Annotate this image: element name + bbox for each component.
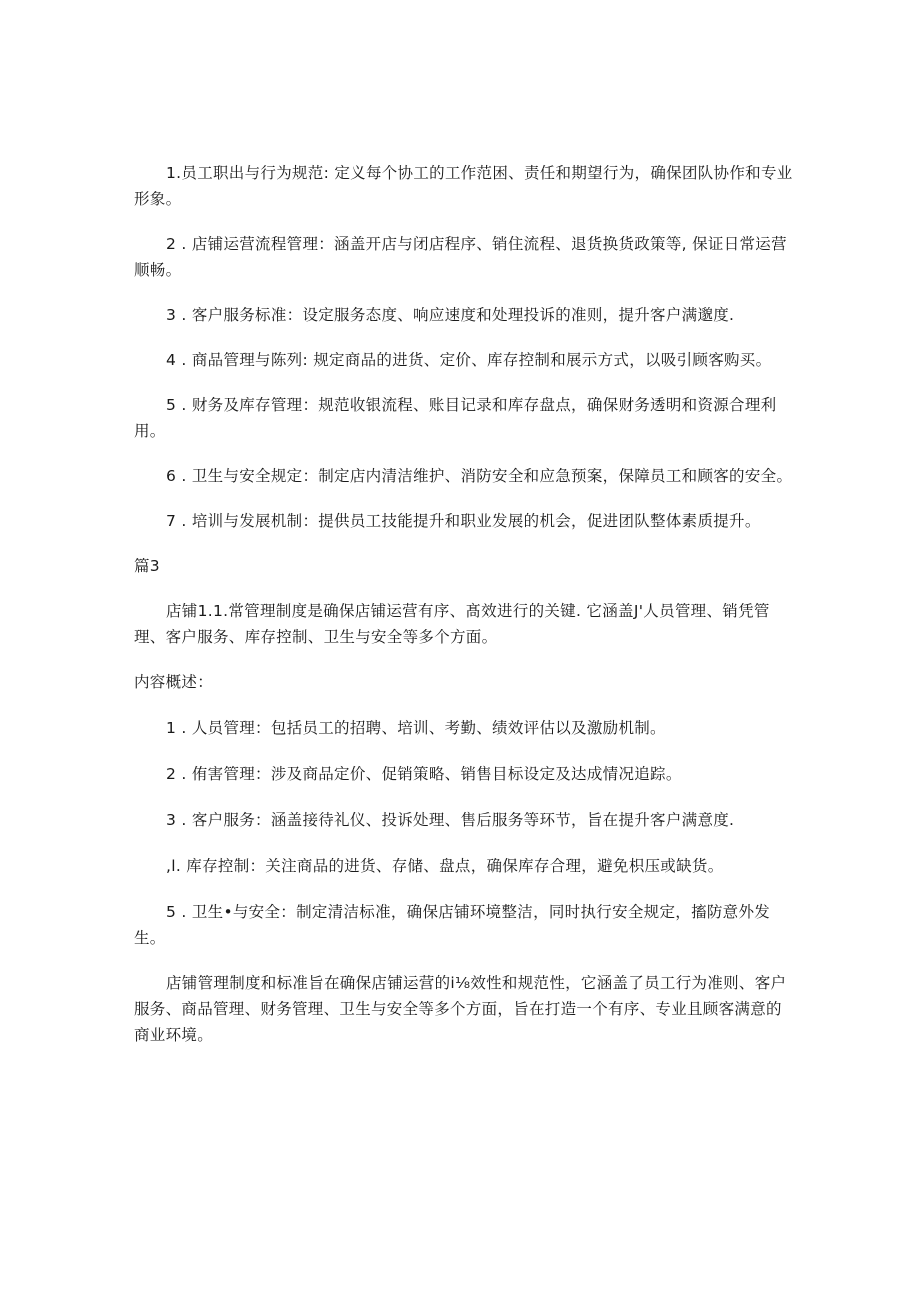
conclusion-paragraph: 店铺管理制度和标准旨在确保店铺运营的i⅛效性和规范性，它涵盖了员工行为准则、客户服务、商品管理、财务管理、卫生与安全等多个方面，旨在打造一个有序、专业且顾客满意的商业环境。 [134, 974, 787, 1044]
list-item: 4 . 商品管理与陈列: 规定商品的进货、定价、库存控制和展示方式，以吸引顾客购买。 [166, 351, 772, 369]
list-item: 7 . 培训与发展机制：提供员工技能提升和职业发展的机会，促进团队整体素质提升。 [166, 512, 761, 530]
list-item: 6 . 卫生与安全规定：制定店内清洁维护、消防安全和应急预案，保障员工和顾客的安全。 [166, 467, 793, 485]
list-item: 3 . 客户服务：涵盖接待礼仪、投诉处理、售后服务等环节，旨在提升客户满意度. [166, 811, 735, 829]
list-item: 2 . 店铺运营流程管理：涵盖开店与闭店程序、销住流程、退货换货政策等, 保证日常运营顺畅。 [134, 235, 787, 279]
document-body [134, 160, 794, 1048]
list-item: 1 . 人员管理：包括员工的招聘、培训、考勤、绩效评估以及激励机制。 [166, 719, 666, 737]
list-item: 3 . 客户服务标准：设定服务态度、响应速度和处理投诉的准则，提升客户满邈度. [166, 306, 735, 324]
section-title: 篇3 [134, 557, 160, 575]
list-item: 5 . 财务及库存管理：规范收银流程、账目记录和库存盘点，确保财务透明和资源合理利用。 [134, 396, 777, 440]
list-item: 2 . 侑害管理：涉及商品定价、促销策略、销售目标设定及达成情况追踪。 [166, 765, 682, 783]
overview-label: 内容概述： [134, 673, 214, 691]
list-item: 5 . 卫生•与安全：制定清洁标准，确保店铺环境整洁，同时执行安全规定，搐防意外发生。 [134, 903, 771, 947]
intro-paragraph: 店铺1.1.常管理制度是确保店铺运营有序、髙效进行的关键. 它涵盖J'人员管理、销凭管理、客户服务、库存控制、卫生与安全等多个方面。 [134, 602, 770, 646]
list-item: ,l. 库存控制：关注商品的进货、存储、盘点，确保库存合理，避免枳压或缺货。 [166, 857, 724, 875]
list-item: 1.员工职出与行为规范: 定义每个协工的工作范困、责任和期望行为，确保团队协作和专业形象。 [134, 164, 793, 208]
